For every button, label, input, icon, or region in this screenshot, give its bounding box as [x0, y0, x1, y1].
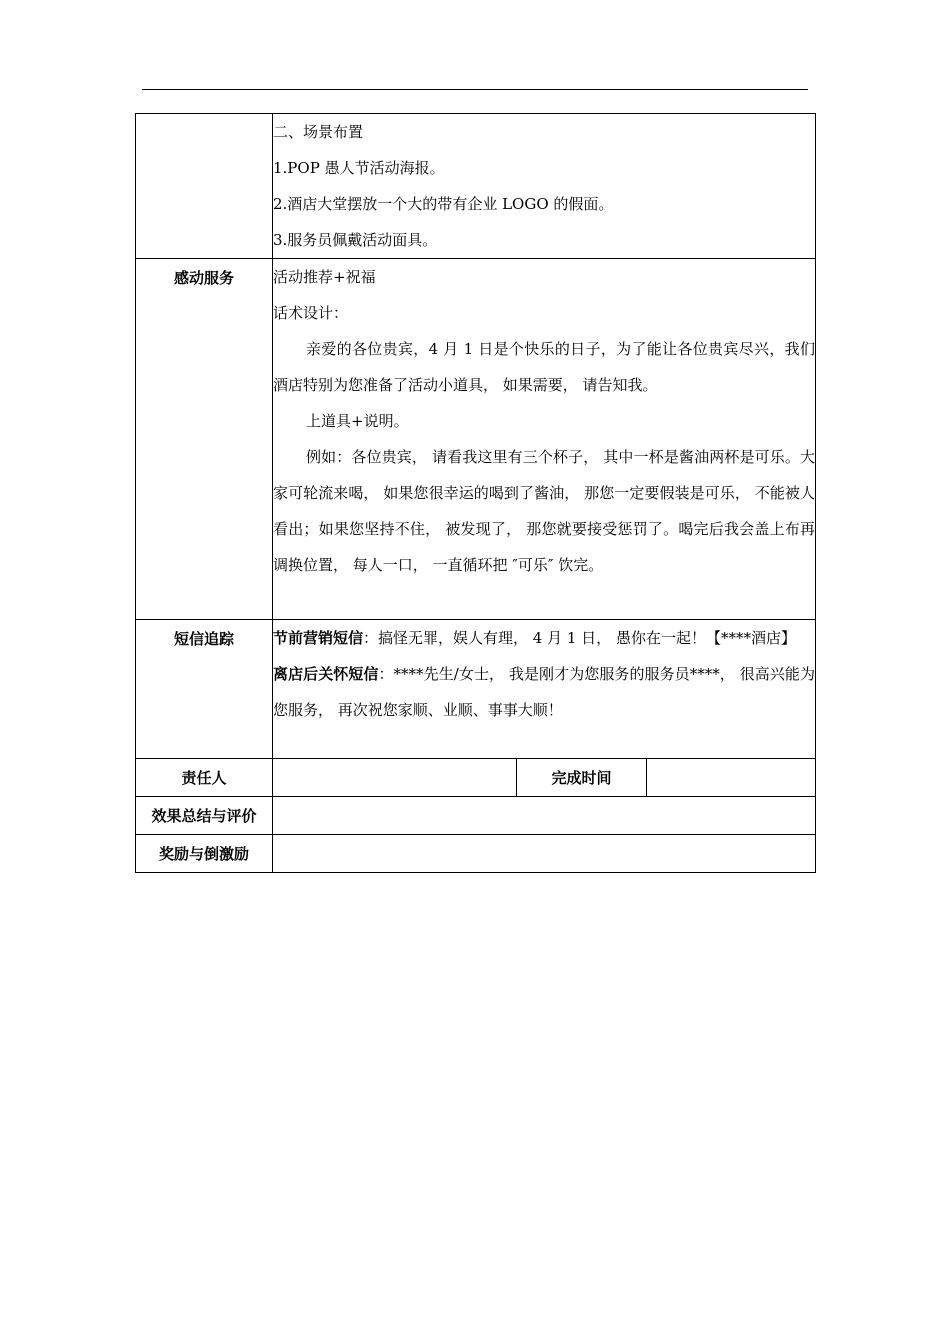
sms-post-text: ：****先生/女士， 我是刚才为您服务的服务员****， 很高兴能为您服务， 再次祝您家顺、业顺、事事大顺！ [273, 665, 815, 719]
sms-pre [273, 620, 815, 656]
scene-row [136, 114, 816, 259]
scene-heading: 二、场景布置 [273, 123, 364, 141]
sms-content [273, 620, 816, 759]
scene-content [273, 114, 816, 259]
responsible-label-cell [136, 759, 273, 797]
time-label-cell [517, 759, 647, 797]
time-value [647, 759, 816, 797]
summary-row [136, 797, 816, 835]
sms-pre-label: 节前营销短信 [273, 629, 364, 647]
service-para1: 亲爱的各位贵宾，4 月 1 日是个快乐的日子，为了能让各位贵宾尽兴，我们酒店特别为您准备了活动小道具， 如果需要， 请告知我。 [273, 340, 815, 394]
reward-label-cell [136, 835, 273, 873]
time-label: 完成时间 [551, 769, 612, 787]
reward-label: 奖励与倒激励 [158, 845, 249, 863]
sms-post [273, 656, 815, 728]
service-line2: 话术设计： [273, 304, 349, 322]
responsible-label: 责任人 [181, 769, 227, 787]
sms-label: 短信追踪 [173, 630, 234, 648]
summary-label: 效果总结与评价 [151, 807, 257, 825]
responsible-value [273, 759, 517, 797]
reward-value [273, 835, 816, 873]
reward-row [136, 835, 816, 873]
service-content [273, 259, 816, 620]
sms-post-label: 离店后关怀短信 [273, 665, 379, 683]
plan-table [135, 113, 816, 873]
service-para3: 例如：各位贵宾， 请看我这里有三个杯子， 其中一杯是酱油两杯是可乐。大家可轮流来喝， 如果您很幸运的喝到了酱油， 那您一定要假装是可乐， 不能被人看出；如果您坚持不住， 被发现了， 那您就要接受惩罚了。喝完后我会盖上布再调换位置， 每人一口， 一直循环把 ″可乐″ 饮完。 [273, 448, 815, 574]
responsible-row [136, 759, 816, 797]
summary-label-cell [136, 797, 273, 835]
service-row [136, 259, 816, 620]
service-line1: 活动推荐+祝福 [273, 268, 376, 286]
sms-pre-text: ：搞怪无罪，娱人有理， 4 月 1 日， 愚你在一起！【****酒店】 [363, 629, 796, 647]
sms-label-cell [136, 620, 273, 759]
header-rule [142, 89, 808, 90]
scene-item: 1.POP 愚人节活动海报。 [273, 159, 445, 177]
service-label: 感动服务 [173, 269, 234, 287]
scene-label-cell [136, 114, 273, 259]
scene-item: 2.酒店大堂摆放一个大的带有企业 LOGO 的假面。 [273, 195, 614, 213]
service-para2: 上道具+说明。 [306, 412, 409, 430]
sms-row [136, 620, 816, 759]
service-label-cell [136, 259, 273, 620]
summary-value [273, 797, 816, 835]
scene-item: 3.服务员佩戴活动面具。 [273, 231, 438, 249]
